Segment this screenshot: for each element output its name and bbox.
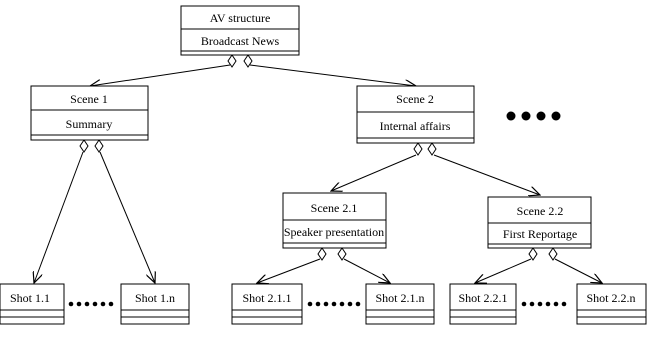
continuation-ellipsis-dots-icon (507, 112, 561, 121)
node-value: Broadcast News (200, 34, 280, 48)
node-shot-2-1-n (366, 284, 434, 324)
node-av-structure (181, 6, 299, 55)
node-shot-1-1 (0, 284, 64, 324)
node-scene-2-2 (488, 197, 591, 248)
node-title: Scene 2 (396, 92, 434, 106)
edge-scene22-shot221 (475, 259, 531, 283)
node-shot-1-n (121, 284, 189, 324)
node-scene-2-1 (283, 193, 386, 248)
edge-scene2-scene22 (434, 155, 540, 195)
node-title: Shot 2.2.n (586, 291, 636, 305)
node-title: Shot 2.1.1 (242, 291, 292, 305)
aggregation-diamond-icon (428, 143, 436, 155)
aggregation-diamond-icon (318, 248, 326, 260)
node-value: Speaker presentation (283, 225, 385, 239)
edge-scene1-shot11 (34, 152, 83, 283)
edge-scene21-shot21n (344, 259, 390, 283)
ellipsis-dots-icon (69, 302, 114, 307)
node-title: Scene 1 (70, 92, 108, 106)
aggregation-diamond-icon (529, 248, 537, 260)
node-title: Shot 2.2.1 (458, 291, 508, 305)
node-value: Internal affairs (379, 119, 451, 133)
node-title: Shot 1.n (134, 291, 176, 305)
node-scene-1 (31, 86, 148, 140)
node-title: Shot 2.1.n (375, 291, 425, 305)
edges-scene21 (257, 248, 390, 283)
aggregation-diamond-icon (414, 143, 422, 155)
aggregation-diamond-icon (80, 140, 88, 152)
edges-scene2 (331, 143, 540, 195)
aggregation-diamond-icon (95, 140, 103, 152)
edge-root-scene2 (250, 65, 416, 86)
edges-root (90, 55, 416, 86)
node-title: Scene 2.2 (516, 204, 564, 218)
edges-scene22 (475, 248, 602, 283)
node-title: Scene 2.1 (310, 201, 358, 215)
node-shot-2-1-1 (232, 284, 302, 324)
edges-scene1 (34, 140, 155, 283)
node-shot-2-2-1 (450, 284, 516, 324)
node-scene-2 (357, 86, 474, 143)
ellipsis-dots-icon (308, 302, 361, 307)
aggregation-diamond-icon (549, 248, 557, 260)
node-value: Summary (65, 117, 113, 131)
node-shot-2-2-n (577, 284, 646, 324)
node-title: Shot 1.1 (9, 291, 51, 305)
edge-scene2-scene21 (331, 155, 416, 191)
node-title: AV structure (209, 11, 271, 25)
edge-scene1-shot1n (100, 152, 155, 283)
edge-root-scene1 (90, 65, 230, 86)
ellipsis-dots-icon (522, 302, 567, 307)
node-value: First Reportage (502, 227, 578, 241)
aggregation-diamond-icon (338, 248, 346, 260)
edge-scene22-shot22n (555, 259, 602, 283)
edge-scene21-shot211 (257, 259, 320, 283)
